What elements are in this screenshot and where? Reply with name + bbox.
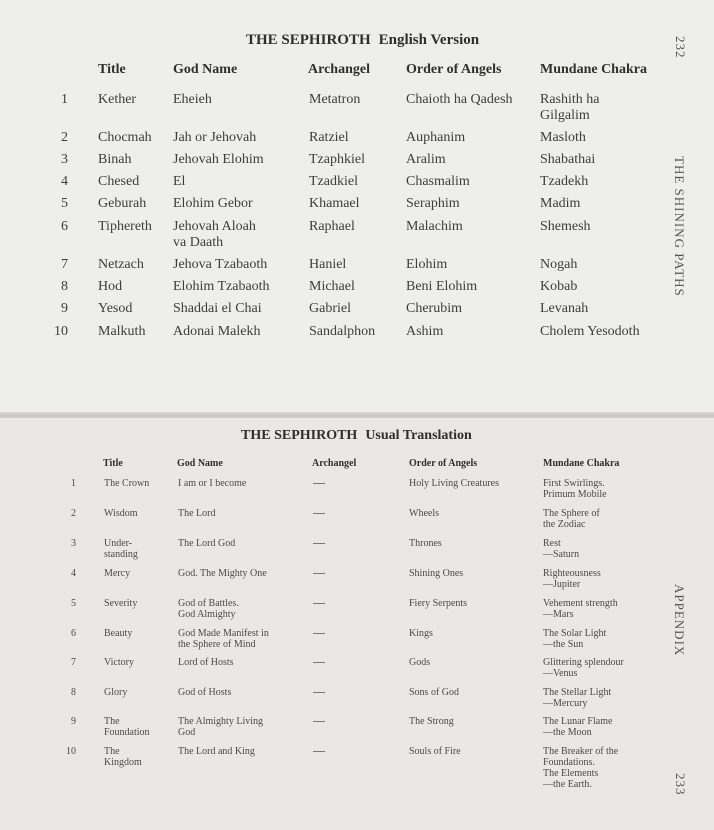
- cell-title: Tiphereth: [98, 219, 152, 234]
- cell-archangel: Tzaphkiel: [309, 152, 365, 167]
- header-order-of-angels: Order of Angels: [409, 458, 478, 469]
- cell-mundane-chakra: The Stellar Light —Mercury: [543, 687, 612, 709]
- cell-god-name: El: [173, 174, 186, 189]
- cell-title: The Crown: [104, 478, 150, 489]
- cell-archangel: Metatron: [309, 92, 361, 107]
- cell-mundane-chakra: Tzadekh: [540, 174, 589, 189]
- cell-mundane-chakra: The Solar Light —the Sun: [543, 628, 607, 650]
- header-mundane-chakra: Mundane Chakra: [540, 62, 647, 77]
- cell-god-name: I am or I become: [178, 478, 247, 489]
- archangel-dash: [313, 508, 325, 519]
- cell-title: The Kingdom: [104, 746, 142, 768]
- cell-title: Chocmah: [98, 130, 152, 145]
- cell-archangel: Michael: [309, 279, 355, 294]
- cell-mundane-chakra: Glittering splendour —Venus: [543, 657, 624, 679]
- row-number: 3: [61, 152, 68, 167]
- archangel-dash: [313, 628, 325, 639]
- cell-order-of-angels: Souls of Fire: [409, 746, 461, 757]
- dash-mark: [313, 662, 325, 663]
- cell-mundane-chakra: Vehement strength —Mars: [543, 598, 618, 620]
- header-order-of-angels: Order of Angels: [406, 62, 502, 77]
- cell-god-name: The Almighty Living God: [178, 716, 263, 738]
- cell-god-name: Jah or Jehovah: [173, 130, 257, 145]
- header-archangel: Archangel: [312, 458, 357, 469]
- cell-archangel: Raphael: [309, 219, 355, 234]
- cell-title: Geburah: [98, 196, 147, 211]
- cell-order-of-angels: Ashim: [406, 324, 444, 339]
- archangel-dash: [313, 687, 325, 698]
- cell-mundane-chakra: Madim: [540, 196, 581, 211]
- cell-order-of-angels: Auphanim: [406, 130, 466, 145]
- cell-title: Hod: [98, 279, 123, 294]
- page-number-bottom: 233: [673, 773, 688, 796]
- cell-title: Yesod: [98, 301, 133, 316]
- cell-mundane-chakra: Rashith ha Gilgalim: [540, 92, 600, 123]
- cell-god-name: God Made Manifest in the Sphere of Mind: [178, 628, 269, 650]
- header-title: Title: [103, 458, 123, 469]
- table-title-english: [246, 32, 479, 49]
- archangel-dash: [313, 746, 325, 757]
- row-number: 7: [71, 657, 76, 668]
- cell-god-name: Jehovah Elohim: [173, 152, 264, 167]
- cell-god-name: God of Battles. God Almighty: [178, 598, 239, 620]
- cell-archangel: Tzadkiel: [309, 174, 358, 189]
- cell-title: Under- standing: [104, 538, 138, 560]
- cell-order-of-angels: Holy Living Creatures: [409, 478, 499, 489]
- cell-mundane-chakra: The Breaker of the Foundations. The Elements —the Earth.: [543, 746, 619, 790]
- dash-mark: [313, 633, 325, 634]
- cell-archangel: Khamael: [309, 196, 360, 211]
- header-title: Title: [98, 62, 126, 77]
- page-number-top: 232: [673, 36, 688, 59]
- subtitle-text: English Version: [378, 32, 480, 48]
- cell-god-name: Adonai Malekh: [173, 324, 261, 339]
- row-number: 10: [66, 746, 76, 757]
- header-god-name: God Name: [177, 458, 223, 469]
- cell-god-name: Shaddai el Chai: [173, 301, 262, 316]
- cell-order-of-angels: Elohim: [406, 257, 448, 272]
- row-number: 5: [61, 196, 68, 211]
- cell-order-of-angels: Kings: [409, 628, 433, 639]
- archangel-dash: [313, 598, 325, 609]
- row-number: 2: [61, 130, 68, 145]
- row-number: 9: [61, 301, 68, 316]
- cell-order-of-angels: Sons of God: [409, 687, 460, 698]
- cell-title: The Foundation: [104, 716, 150, 738]
- cell-god-name: Jehovah Aloah va Daath: [173, 219, 256, 250]
- cell-order-of-angels: Gods: [409, 657, 431, 668]
- cell-god-name: Lord of Hosts: [178, 657, 234, 668]
- cell-order-of-angels: Beni Elohim: [406, 279, 478, 294]
- row-number: 1: [61, 92, 68, 107]
- archangel-dash: [313, 657, 325, 668]
- row-number: 4: [71, 568, 76, 579]
- cell-mundane-chakra: Cholem Yesodoth: [540, 324, 640, 339]
- row-number: 6: [71, 628, 76, 639]
- cell-mundane-chakra: First Swirlings. Primum Mobile: [543, 478, 607, 500]
- cell-order-of-angels: Cherubim: [406, 301, 462, 316]
- cell-god-name: God of Hosts: [178, 687, 232, 698]
- title-text: THE SEPHIROTH: [241, 428, 358, 443]
- title-text: THE SEPHIROTH: [246, 32, 371, 48]
- cell-order-of-angels: Seraphim: [406, 196, 460, 211]
- dash-mark: [313, 513, 325, 514]
- cell-god-name: Elohim Gebor: [173, 196, 253, 211]
- running-head-top: THE SHINING PATHS: [672, 156, 687, 297]
- cell-mundane-chakra: Righteousness —Jupiter: [543, 568, 601, 590]
- archangel-dash: [313, 716, 325, 727]
- cell-god-name: The Lord and King: [178, 746, 255, 757]
- archangel-dash: [313, 538, 325, 549]
- cell-title: Kether: [98, 92, 137, 107]
- row-number: 2: [71, 508, 76, 519]
- cell-title: Chesed: [98, 174, 140, 189]
- cell-order-of-angels: Shining Ones: [409, 568, 464, 579]
- cell-archangel: Sandalphon: [309, 324, 376, 339]
- cell-title: Wisdom: [104, 508, 138, 519]
- cell-order-of-angels: Chaioth ha Qadesh: [406, 92, 513, 107]
- cell-title: Victory: [104, 657, 134, 668]
- cell-mundane-chakra: Levanah: [540, 301, 589, 316]
- cell-order-of-angels: Wheels: [409, 508, 439, 519]
- cell-title: Beauty: [104, 628, 133, 639]
- table-title-translation: [241, 428, 472, 444]
- dash-mark: [313, 483, 325, 484]
- running-head-bottom: APPENDIX: [672, 584, 687, 657]
- archangel-dash: [313, 478, 325, 489]
- archangel-dash: [313, 568, 325, 579]
- cell-archangel: Ratziel: [309, 130, 349, 145]
- cell-god-name: Jehova Tzabaoth: [173, 257, 268, 272]
- cell-god-name: The Lord God: [178, 538, 236, 549]
- cell-title: Malkuth: [98, 324, 146, 339]
- cell-mundane-chakra: Shabathai: [540, 152, 596, 167]
- cell-order-of-angels: Fiery Serpents: [409, 598, 468, 609]
- row-number: 4: [61, 174, 68, 189]
- cell-mundane-chakra: Shemesh: [540, 219, 591, 234]
- row-number: 7: [61, 257, 68, 272]
- cell-god-name: The Lord: [178, 508, 216, 519]
- dash-mark: [313, 543, 325, 544]
- cell-god-name: Eheieh: [173, 92, 212, 107]
- row-number: 3: [71, 538, 76, 549]
- row-number: 6: [61, 219, 68, 234]
- cell-archangel: Gabriel: [309, 301, 351, 316]
- dash-mark: [313, 751, 325, 752]
- header-god-name: God Name: [173, 62, 238, 77]
- cell-title: Netzach: [98, 257, 144, 272]
- row-number: 5: [71, 598, 76, 609]
- cell-mundane-chakra: Rest —Saturn: [543, 538, 580, 560]
- cell-mundane-chakra: The Sphere of the Zodiac: [543, 508, 600, 530]
- cell-title: Binah: [98, 152, 132, 167]
- cell-mundane-chakra: Kobab: [540, 279, 578, 294]
- header-archangel: Archangel: [308, 62, 370, 77]
- subtitle-text: Usual Translation: [365, 428, 472, 443]
- cell-title: Glory: [104, 687, 128, 698]
- cell-order-of-angels: Malachim: [406, 219, 463, 234]
- cell-mundane-chakra: The Lunar Flame —the Moon: [543, 716, 613, 738]
- dash-mark: [313, 573, 325, 574]
- row-number: 10: [54, 324, 68, 339]
- cell-title: Mercy: [104, 568, 131, 579]
- row-number: 9: [71, 716, 76, 727]
- row-number: 1: [71, 478, 76, 489]
- cell-title: Severity: [104, 598, 138, 609]
- cell-god-name: God. The Mighty One: [178, 568, 267, 579]
- cell-order-of-angels: The Strong: [409, 716, 454, 727]
- dash-mark: [313, 692, 325, 693]
- cell-god-name: Elohim Tzabaoth: [173, 279, 270, 294]
- dash-mark: [313, 721, 325, 722]
- cell-order-of-angels: Chasmalim: [406, 174, 470, 189]
- dash-mark: [313, 603, 325, 604]
- cell-mundane-chakra: Masloth: [540, 130, 586, 145]
- cell-order-of-angels: Thrones: [409, 538, 442, 549]
- row-number: 8: [61, 279, 68, 294]
- header-mundane-chakra: Mundane Chakra: [543, 458, 620, 469]
- row-number: 8: [71, 687, 76, 698]
- cell-order-of-angels: Aralim: [406, 152, 446, 167]
- cell-mundane-chakra: Nogah: [540, 257, 578, 272]
- cell-archangel: Haniel: [309, 257, 347, 272]
